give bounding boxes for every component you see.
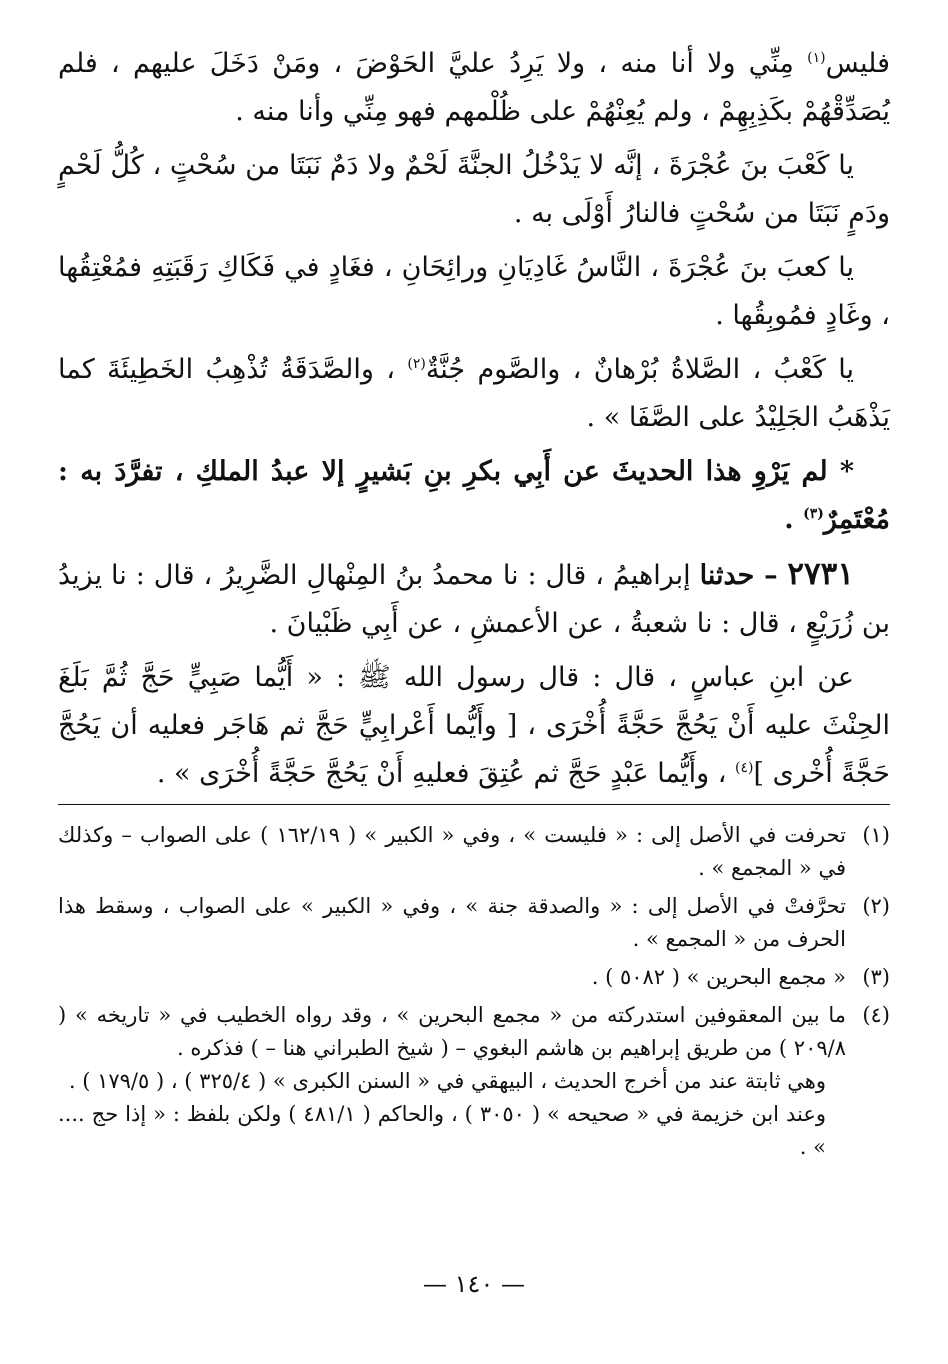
paragraph-4: [58, 346, 890, 442]
hadith-isnad: [58, 550, 890, 648]
footnote-number: (١): [862, 823, 890, 847]
footnote-number: (٤): [862, 1003, 890, 1027]
footnote-body: [58, 999, 846, 1164]
page-number: — ١٤٠ —: [423, 1270, 525, 1298]
footnote-ref-3[interactable]: (٣): [803, 506, 824, 522]
hadith-matn-rest: ، وأَيُّما عَبْدٍ حَجَّ ثم عُتِقَ فعليهِ أَنْ يَحُجَّ حَجَّةً أُخْرَى » .: [156, 758, 735, 789]
footnote-number: (٣): [862, 965, 890, 989]
paragraph-2: يا كَعْبَ بنَ عُجْرَةَ ، إنَّه لا يَدْخُلُ الجنَّةَ لَحْمٌ ولا دَمٌ نَبَتَا من سُحْتٍ ، كُلُّ لَحْمٍ ودَمٍ نَبَتَا من سُحْتٍ فالنارُ أَوْلَى به .: [58, 150, 890, 229]
hadith-dash: –: [754, 560, 788, 591]
hadith-isnad-text: إبراهيمُ ، قال : نا محمدُ بنُ المِنْهالِ الضَّرِيرُ ، قال : نا يزيدُ بن زُرَيْعٍ ، قال : نا شعبةُ ، عن الأعمشِ ، عن أَبِي ظَبْيانَ .: [58, 560, 890, 639]
footnote-text: وعند ابن خزيمة في « صحيحه » ( ٣٠٥٠ ) ، والحاكم ( ٤٨١/١ ) ولكن بلفظ : « إذا حج .... » .: [58, 1102, 826, 1159]
footnote-body: [58, 890, 846, 956]
footnote-divider: [58, 804, 890, 805]
paragraph-1: [58, 40, 890, 136]
footnote-text: ما بين المعقوفين استدركته من « مجمع البحرين » ، وقد رواه الخطيب في « تاريخه » ( ٢٠٩/٨ ) من طريق إبراهيم بن هاشم البغوي – ( شيخ الطبراني هنا – ) فذكره .: [58, 1003, 846, 1060]
footnote-ref-2[interactable]: (٢): [407, 356, 426, 372]
paragraph-4-rest: ، والصَّدَقَةُ تُذْهِبُ الخَطِيئَةَ كما يَذْهَبُ الجَلِيْدُ على الصَّفَا » .: [58, 354, 890, 433]
footnote-body: [58, 819, 846, 885]
narration-note-end: .: [784, 504, 804, 535]
hadith-matn-start: عن ابنِ عباسٍ ، قال : قال رسول الله ﷺ : « أَيُّما صَبِيٍّ حَجَّ ثُمَّ بَلَغَ الحِنْثَ عليه أَنْ يَحُجَّ حَجَّةً أُخْرَى ، [ وأَيُّما أَعْرابِيٍّ حَجَّ ثم هَاجَر فعليه أن يَحُجَّ حَجَّةً أُخْرى ]: [58, 662, 890, 789]
footnote-text: تحرَّفتْ في الأصل إلى : « والصدقة جنة » ، وفي « الكبير » على الصواب ، وسقط هذا الحرف من « المجمع » .: [58, 894, 846, 951]
narration-note: [58, 448, 890, 544]
paragraph-3: يا كعبَ بنَ عُجْرَةَ ، النَّاسُ غَادِيَانِ ورائِحَانِ ، فغَادٍ في فَكَاكِ رَقَبَتِهِ فمُعْتِقُها ، وغَادٍ فمُوبِقُها .: [58, 252, 890, 331]
hadith-lead: حدثنا: [699, 560, 755, 591]
footnote-4: [58, 999, 890, 1164]
hadith-matn: [58, 654, 890, 798]
footnote-2: [58, 890, 890, 956]
paragraph-1-start: فليس: [825, 48, 890, 79]
footnote-text: تحرفت في الأصل إلى : « فليست » ، وفي « الكبير » ( ١٦٢/١٩ ) على الصواب – وكذلك في « المجمع » .: [58, 823, 846, 880]
footnote-3: [58, 961, 890, 994]
footnote-body: [58, 961, 846, 994]
hadith-number: ٢٧٣١: [787, 556, 854, 592]
footnote-1: [58, 819, 890, 885]
narration-note-text: * لم يَرْوِ هذا الحديثَ عن أَبِي بكرِ بنِ بَشيرٍ إلا عبدُ الملكِ ، تفرَّدَ به : مُعْتَمِرٌ: [58, 456, 890, 535]
footnote-number: (٢): [862, 894, 890, 918]
paragraph-1-rest: مِنِّي ولا أنا منه ، ولا يَرِدُ عليَّ الحَوْضَ ، ومَنْ دَخَلَ عليهم ، فلم يُصَدِّقْهُمْ بكَذِبِهِمْ ، ولم يُعِنْهُمْ على ظُلْمهم فهو مِنِّي وأنا منه .: [58, 48, 890, 127]
footnote-ref-1[interactable]: (١): [807, 50, 826, 66]
footnote-ref-4[interactable]: (٤): [735, 760, 754, 776]
footnote-text: « مجمع البحرين » ( ٥٠٨٢ ) .: [591, 965, 846, 989]
paragraph-4-start: يا كَعْبُ ، الصَّلاةُ بُرْهانٌ ، والصَّوم جُنَّةٌ: [425, 354, 854, 385]
footnote-text: وهي ثابتة عند من أخرج الحديث ، البيهقي في « السنن الكبرى » ( ٣٢٥/٤ ) ، ( ١٧٩/٥ ) .: [68, 1069, 826, 1093]
